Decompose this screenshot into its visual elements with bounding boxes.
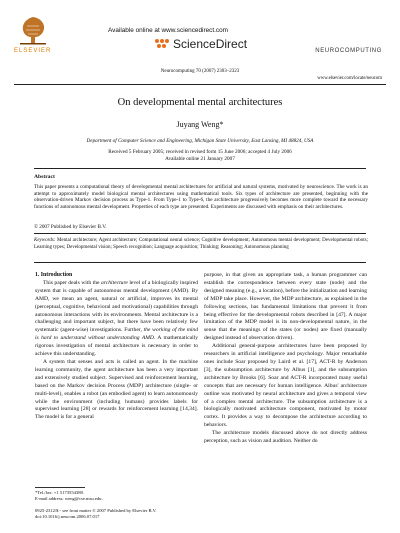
- keywords-bottom-rule: [34, 262, 366, 263]
- available-online-text: Available online at www.sciencedirect.com: [108, 27, 228, 34]
- journal-citation: Neurocomputing 70 (2007) 2303–2323: [160, 69, 240, 74]
- elsevier-wordmark: ELSEVIER: [14, 48, 52, 54]
- abstract-heading: Abstract: [34, 174, 55, 180]
- keywords-label: Keywords:: [34, 238, 56, 243]
- header-divider: [14, 84, 386, 85]
- right-paragraph-2: Additional general-purpose architectures have been proposed by researchers in artificial intelligence and psychology. Major remarkable ones include Soar proposed by Laird et al. [17], ACT-R by Anderson [3], the subsumption architecture by Albus [1], and the subsumption architecture by Brooks [6]. Soar and ACT-R incorporated many useful concepts that are necessary for human intelligence. Albus' architecture outline was motivated by neural architecture and gives a temporal view of a complex mental architecture. The subsumption architecture is a biologically motivated architecture component, motivated by motor cortex. It provides a way to decompose the architecture according to behaviors.: [204, 343, 367, 429]
- right-paragraph-3: The architecture models discussed above do not directly address perception, such as vision and audition. Neither do: [204, 430, 367, 445]
- doi-line: doi:10.1016/j.neucom.2006.07.017: [35, 514, 100, 519]
- article-title: On developmental mental architectures: [117, 97, 283, 108]
- sciencedirect-dots-icon: [155, 39, 170, 50]
- footnote-email: E-mail address: weng@cse.msu.edu.: [35, 496, 103, 501]
- online-date: Available online 21 January 2007: [165, 156, 235, 162]
- sciencedirect-brand: ScienceDirect: [173, 37, 248, 51]
- intro-paragraph-1: This paper deals with the architecture level of a biologically inspired system that is capable of autonomous mental development (AMD). By AMD, we mean an agent, natural or artificial, improves its mental (perceptual, cognitive, behavioral and motivational) capabilities through autonomous interactions with its environments. Mental architecture is a challenging and important subject, but there have been relatively few systematic (agent-wise) investigations. Further, the working of the mind is hard to understand without understanding AMD. A mathematically rigorous investigation of mental architecture is necessary in order to achieve this understanding.: [35, 279, 199, 358]
- keywords-list: Mental architecture; Agent architecture; Computational neural science; Cognitive development; Autonomous mental development; Developmental robots; Learning types; Developmental vision; Speech recognition; Language acquisition; Thinking; Reasoning; Autonomous planning: [34, 238, 369, 250]
- author-affiliation: Department of Computer Science and Engineering, Michigan State University, East Lansing, MI 48824, USA: [86, 138, 314, 144]
- sciencedirect-logo: [155, 37, 247, 51]
- article-identifiers: [35, 508, 157, 520]
- right-column: [204, 272, 367, 446]
- journal-header: [0, 0, 400, 82]
- journal-logo: NEUROCOMPUTING: [315, 48, 382, 54]
- section-heading: 1. Introduction: [35, 272, 73, 278]
- abstract-bottom-rule: [34, 233, 366, 234]
- keywords: [34, 238, 368, 251]
- footnote-tel: *Tel./fax: +1 5173554388.: [35, 490, 84, 495]
- right-paragraph-1: purpose, in that given an appropriate task, a human programmer can establish the correspondence between every state (node) and the designed meaning (e.g., a location), before the initialization and learning of MDP take place. However, the MDP architecture, as explained in the following sections, has fundamental limitations that prevent it from being effective for the developmental robots described in [47]. A major limitation of the MDP model is its non-developmental nature, in the sense that the meanings of the states (or nodes) are fixed (manually designed instead of observation driven).: [204, 272, 367, 342]
- left-column: [35, 272, 198, 422]
- abstract-text: This paper presents a computational theory of developmental mental architectures for artificial and natural systems, motivated by neuroscience. The work is an attempt to approximately model biological mental architectures using mathematical tools. Six types of architecture are presented, beginning with the observation-driven Markov decision process as Type-1. From Type-1 to Type-6, the architecture progressively becomes more complete toward the necessary functions of autonomous mental development. Properties of each type are presented. Experiments are discussed with emphasis on their architectures.: [34, 184, 368, 210]
- elsevier-logo-icon: [18, 14, 48, 46]
- received-dates: Received 5 February 2005; received in revised form 15 June 2006; accepted 4 July 2006: [108, 149, 292, 155]
- journal-url: www.elsevier.com/locate/neucom: [317, 76, 382, 81]
- footnote-rule: [35, 487, 85, 488]
- intro-paragraph-2: A system that senses and acts is called an agent. In the machine learning community, the agent architecture has been a very important and extensively studied subject. Supervised and reinforcement learning, based on the Markov decision Process (MDP) architecture (single- or multi-level), enables a robot (an embodied agent) to learn autonomously while the environment (including humans) provides labels for supervised learning [28] or rewards for reinforcement learning [14,34]. The model is for a general: [35, 358, 198, 421]
- article-author: Juyang Weng*: [176, 120, 224, 129]
- abstract-copyright: © 2007 Published by Elsevier B.V.: [34, 224, 107, 230]
- issn-line: 0925-2312/$ - see front matter © 2007 Published by Elsevier B.V.: [35, 508, 157, 513]
- abstract-top-rule: [34, 168, 366, 169]
